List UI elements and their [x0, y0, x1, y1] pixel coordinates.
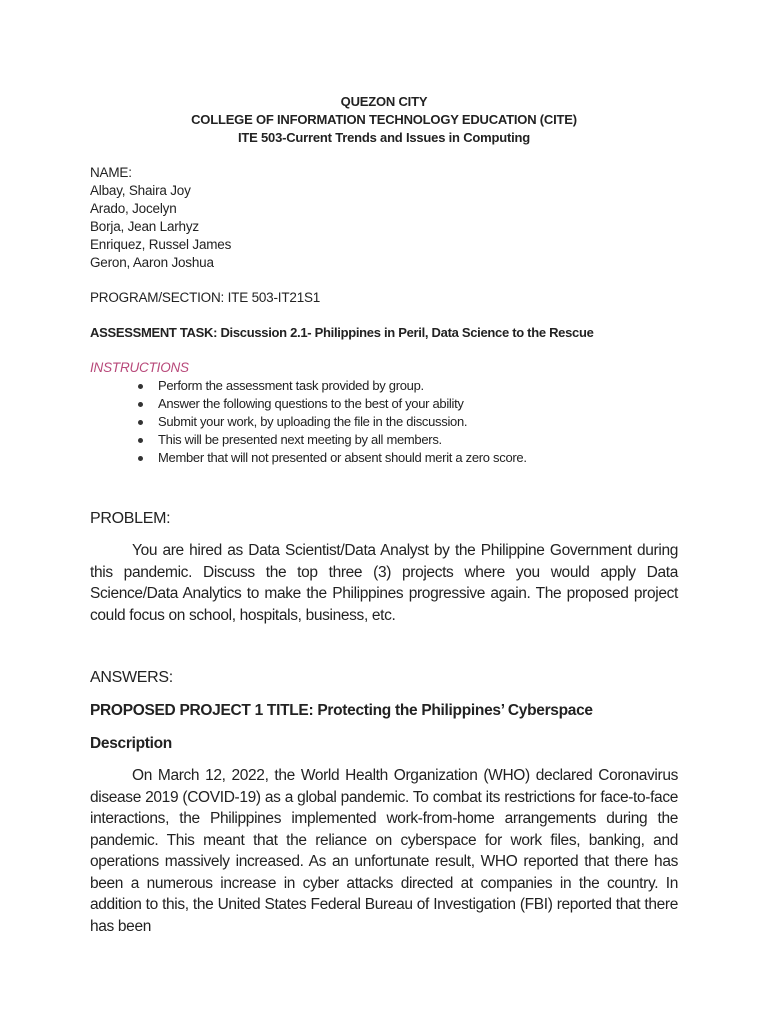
bullet-icon	[138, 402, 143, 407]
member-name: Arado, Jocelyn	[90, 201, 177, 216]
instructions-list	[90, 377, 690, 467]
document-header	[0, 93, 768, 147]
member-name: Albay, Shaira Joy	[90, 183, 191, 198]
names-block	[90, 164, 231, 272]
list-item: Answer the following questions to the best of your ability	[90, 395, 690, 413]
header-college: COLLEGE OF INFORMATION TECHNOLOGY EDUCATION (CITE)	[191, 112, 577, 127]
project1-description-text: On March 12, 2022, the World Health Organization (WHO) declared Coronavirus disease 2019 (COVID-19) as a global pandemic. To combat its restrictions for face-to-face interactions, the Philippines implemented work-from-home arrangements during the pandemic. This meant that the reliance on cyberspace for work files, banking, and operations massively increased. As an unfortunate result, WHO reported that there has been a numerous increase in cyber attacks directed at companies in the country. In addition to this, the United States Federal Bureau of Investigation (FBI) reported that there has been	[90, 767, 678, 935]
instructions-title: INSTRUCTIONS	[90, 360, 189, 375]
member-name: Enriquez, Russel James	[90, 237, 232, 252]
list-item: Perform the assessment task provided by group.	[90, 377, 690, 395]
header-city: QUEZON CITY	[340, 94, 428, 109]
bullet-icon	[138, 438, 143, 443]
assessment-task: ASSESSMENT TASK: Discussion 2.1- Philippines in Peril, Data Science to the Rescue	[90, 325, 594, 340]
program-section: PROGRAM/SECTION: ITE 503-IT21S1	[90, 290, 321, 305]
project1-description-label: Description	[90, 735, 172, 752]
bullet-icon	[138, 456, 143, 461]
bullet-icon	[138, 384, 143, 389]
name-label: NAME:	[90, 165, 132, 180]
list-item: This will be presented next meeting by all members.	[90, 431, 690, 449]
problem-label: PROBLEM:	[90, 510, 171, 527]
answers-label: ANSWERS:	[90, 669, 173, 686]
list-item: Submit your work, by uploading the file in the discussion.	[90, 413, 690, 431]
project1-title: PROPOSED PROJECT 1 TITLE: Protecting the Philippines’ Cyberspace	[90, 702, 593, 719]
header-course: ITE 503-Current Trends and Issues in Computing	[237, 130, 530, 145]
problem-text: You are hired as Data Scientist/Data Analyst by the Philippine Government during this pandemic. Discuss the top three (3) projects where you would apply Data Science/Data Analytics to make the Philippines progressive again. The proposed project could focus on school, hospitals, business, etc.	[90, 542, 678, 624]
member-name: Geron, Aaron Joshua	[90, 255, 214, 270]
list-item: Member that will not presented or absent should merit a zero score.	[90, 449, 690, 467]
instructions-block	[90, 359, 690, 467]
member-name: Borja, Jean Larhyz	[90, 219, 199, 234]
bullet-icon	[138, 420, 143, 425]
